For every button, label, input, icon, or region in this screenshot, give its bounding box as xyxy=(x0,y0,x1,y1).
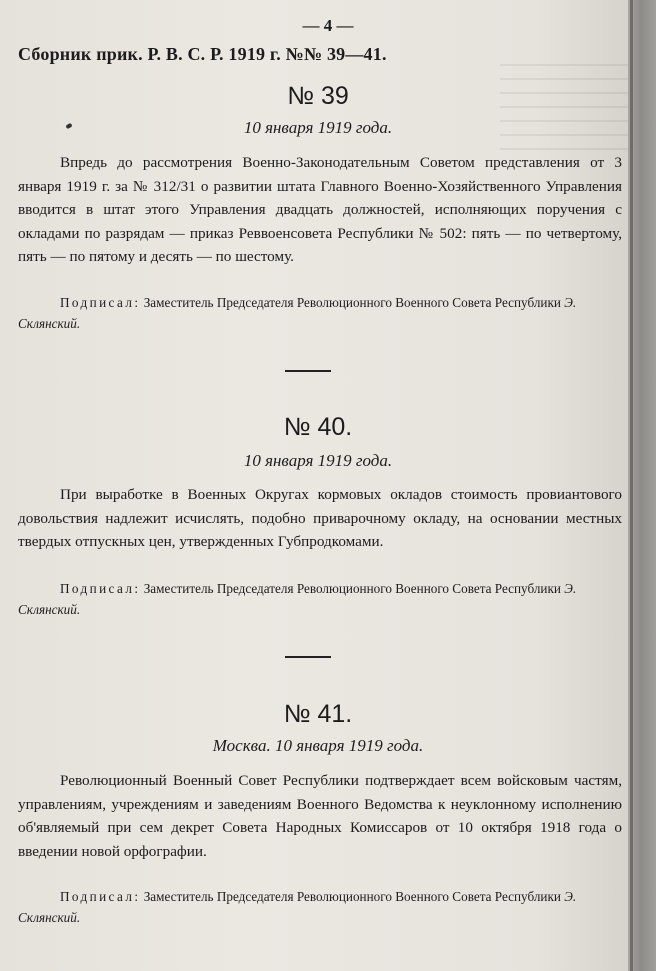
signature-text: Заместитель Председателя Революционного Военного Совета Республики xyxy=(143,889,561,904)
order-41-number: № 41. xyxy=(283,700,353,728)
order-40-date: 10 января 1919 года. xyxy=(243,451,393,470)
signer-name: Э. Склянский. xyxy=(18,295,577,331)
signature-label: Подписал: xyxy=(60,581,141,596)
order-39-date: 10 января 1919 года. xyxy=(243,118,393,137)
section-divider xyxy=(285,656,331,658)
order-40-body: При выработке в Военных Округах кормовых окладов стоимость провиантового довольствия надлежит исчислять, подобно приварочному окладу, на основании местных твердых отпускных цен, утвержденных Губпродкомами. xyxy=(18,486,622,550)
section-divider xyxy=(285,370,331,372)
order-39-number: № 39 xyxy=(287,82,349,110)
signer-name: Э. Склянский. xyxy=(18,889,577,925)
page-edge-shadow xyxy=(628,0,656,971)
signature-text: Заместитель Председателя Революционного Военного Совета Республики xyxy=(143,295,561,310)
order-39-signature xyxy=(18,292,630,334)
signature-text: Заместитель Председателя Революционного Военного Совета Республики xyxy=(143,581,561,596)
page-number: — 4 — xyxy=(302,16,354,35)
running-header: Сборник прик. Р. В. С. Р. 1919 г. №№ 39—41. xyxy=(18,44,387,64)
order-41-signature xyxy=(18,886,630,928)
order-39-body: Впредь до рассмотрения Военно-Законодательным Советом представления от 3 января 1919 г. за № 312/31 о развитии штата Главного Военно-Хозяйственного Управления вводится в штат этого Управления двадцать должностей, исполняющих поручения с окладами по разрядам — приказ Реввоенсовета Республики № 502: пять — по четвертому, пять — по пятому и десять — по шестому. xyxy=(18,154,622,265)
order-40-signature xyxy=(18,578,630,620)
order-40-number: № 40. xyxy=(283,413,353,441)
signer-name: Э. Склянский. xyxy=(18,581,577,617)
signature-label: Подписал: xyxy=(60,295,141,310)
order-41-date: Москва. 10 января 1919 года. xyxy=(212,736,424,755)
order-41-body: Революционный Военный Совет Республики подтверждает всем войсковым частям, управлениям, учреждениям и заведениям Военного Ведомства к неуклонному исполнению об'являемый при сем декрет Совета Народных Комиссаров от 10 октября 1918 года о введении новой орфографии. xyxy=(18,772,622,860)
signature-label: Подписал: xyxy=(60,889,141,904)
